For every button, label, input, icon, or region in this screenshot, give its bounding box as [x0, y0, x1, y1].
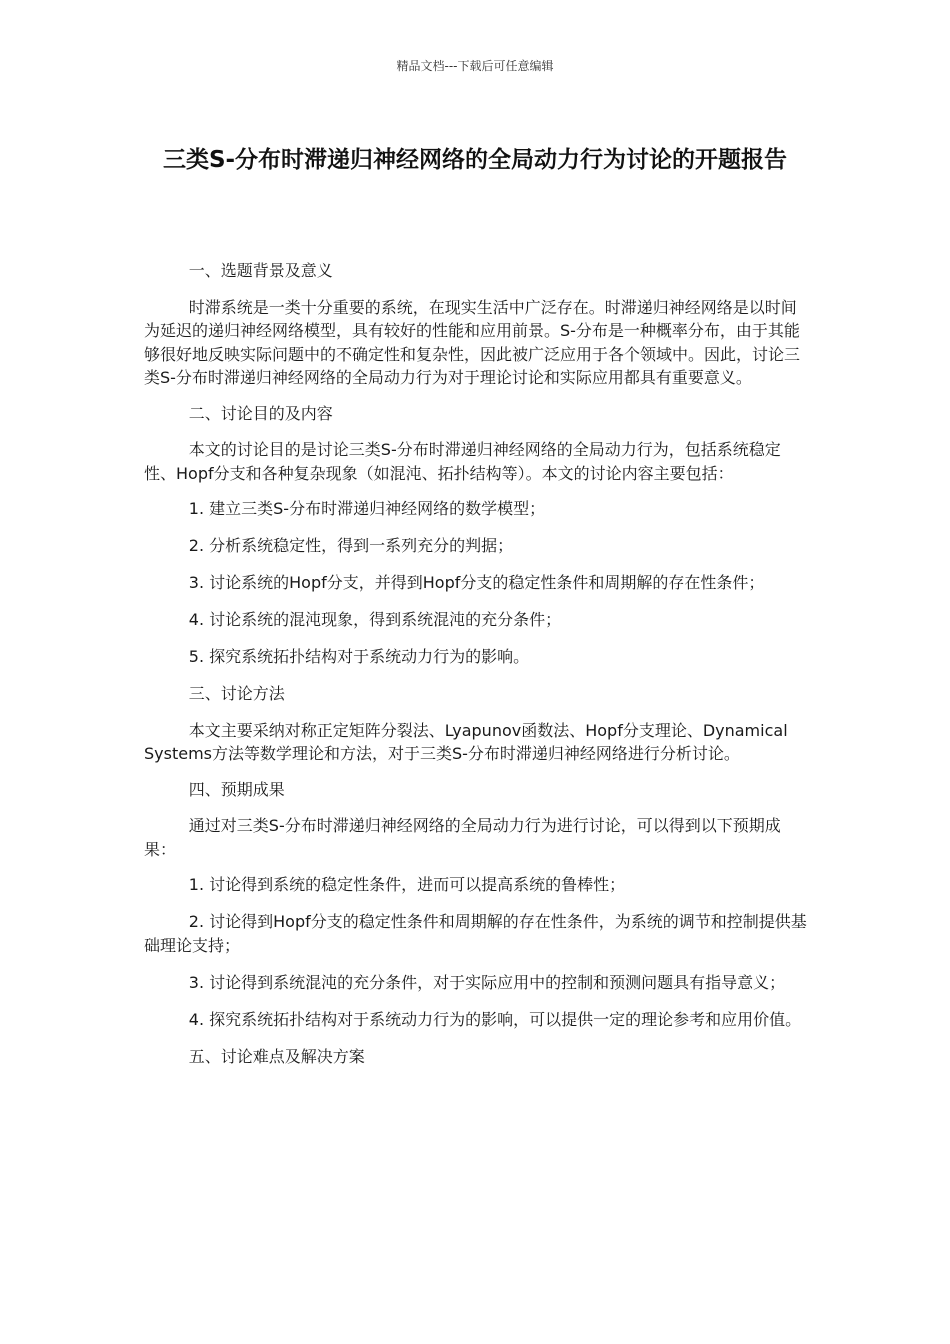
- list-item: 1. 讨论得到系统的稳定性条件，进而可以提高系统的鲁棒性；: [188, 875, 626, 894]
- page-header-note: 精品文档---下载后可任意编辑: [396, 59, 554, 73]
- paragraph-background: 时滞系统是一类十分重要的系统，在现实生活中广泛存在。时滞递归神经网络是以时间为延迟的递归神经网络模型，具有较好的性能和应用前景。S-分布是一种概率分布，由于其能够很好地反映实际问题中的不确定性和复杂性，因此被广泛应用于各个领域中。因此，讨论三类S-分布时滞递归神经网络的全局动力行为对于理论讨论和实际应用都具有重要意义。: [144, 297, 801, 387]
- list-item: 4. 讨论系统的混沌现象，得到系统混沌的充分条件；: [188, 610, 562, 629]
- list-item: 2. 讨论得到Hopf分支的稳定性条件和周期解的存在性条件，为系统的调节和控制提供基础理论支持；: [144, 912, 807, 955]
- paragraph-objectives: 本文的讨论目的是讨论三类S-分布时滞递归神经网络的全局动力行为，包括系统稳定性、Hopf分支和各种复杂现象（如混沌、拓扑结构等）。本文的讨论内容主要包括：: [144, 440, 781, 483]
- list-item: 4. 探究系统拓扑结构对于系统动力行为的影响，可以提供一定的理论参考和应用价值。: [188, 1009, 802, 1029]
- section-heading-difficulties: 五、讨论难点及解决方案: [188, 1046, 365, 1066]
- document-title: 三类S-分布时滞递归神经网络的全局动力行为讨论的开题报告: [162, 147, 788, 173]
- section-heading-expected-results: 四、预期成果: [188, 779, 285, 799]
- list-item: 5. 探究系统拓扑结构对于系统动力行为的影响。: [188, 647, 530, 666]
- list-item: 3. 讨论得到系统混沌的充分条件，对于实际应用中的控制和预测问题具有指导意义；: [188, 972, 786, 992]
- list-item: 3. 讨论系统的Hopf分支，并得到Hopf分支的稳定性条件和周期解的存在性条件；: [188, 573, 765, 592]
- paragraph-methods: 本文主要采纳对称正定矩阵分裂法、Lyapunov函数法、Hopf分支理论、Dynamical Systems方法等数学理论和方法，对于三类S-分布时滞递归神经网络进行分析讨论。: [144, 720, 788, 763]
- section-heading-methods: 三、讨论方法: [188, 684, 285, 703]
- paragraph-expected-results: 通过对三类S-分布时滞递归神经网络的全局动力行为进行讨论，可以得到以下预期成果：: [144, 816, 781, 859]
- list-item: 1. 建立三类S-分布时滞递归神经网络的数学模型；: [188, 499, 546, 518]
- section-heading-objectives: 二、讨论目的及内容: [188, 403, 333, 423]
- section-heading-background: 一、选题背景及意义: [188, 261, 333, 280]
- document-body: [144, 259, 807, 1081]
- list-item: 2. 分析系统稳定性，得到一系列充分的判据；: [188, 536, 514, 555]
